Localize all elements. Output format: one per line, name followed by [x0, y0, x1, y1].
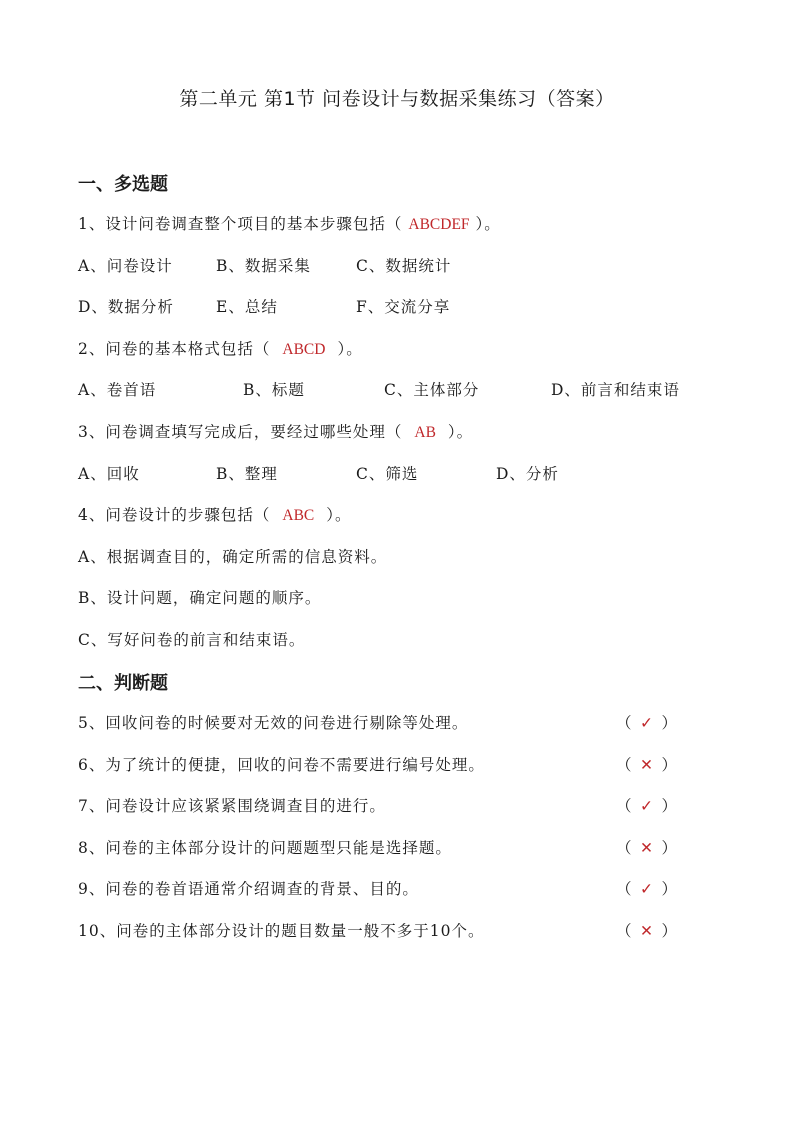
q3-option-d: D、分析: [496, 465, 559, 483]
q4-option-c: C、写好问卷的前言和结束语。: [78, 631, 306, 649]
judge-question-8: 8、问卷的主体部分设计的问题题型只能是选择题。: [78, 839, 452, 857]
q3-option-b: B、整理: [216, 465, 278, 483]
cross-icon: ✕: [640, 756, 654, 774]
q3-option-a: A、回收: [78, 465, 140, 483]
judge-answer-7: （ ✓ ）: [616, 797, 678, 815]
check-icon: ✓: [640, 797, 654, 815]
q1-option-c: C、数据统计: [356, 257, 452, 275]
check-icon: ✓: [640, 714, 654, 732]
judge-question-9: 9、问卷的卷首语通常介绍调查的背景、目的。: [78, 880, 419, 898]
q3-option-c: C、筛选: [356, 465, 419, 483]
cross-icon: ✕: [640, 922, 654, 940]
q1-option-e: E、总结: [216, 298, 278, 316]
question-2: 2、问卷的基本格式包括（ ABCD ）。: [78, 340, 363, 358]
answer-1: ABCDEF: [408, 216, 470, 233]
answer-2: ABCD: [282, 341, 326, 358]
judge-answer-10: （ ✕ ）: [616, 922, 678, 940]
answer-3: AB: [414, 424, 436, 441]
question-1: 1、设计问卷调查整个项目的基本步骤包括（ ABCDEF ）。: [78, 215, 501, 233]
judge-answer-6: （ ✕ ）: [616, 756, 678, 774]
judge-question-10: 10、问卷的主体部分设计的题目数量一般不多于10个。: [78, 922, 485, 940]
q1-option-f: F、交流分享: [356, 298, 451, 316]
section-heading-multiple-choice: 一、多选题: [78, 174, 168, 195]
q1-option-d: D、数据分析: [78, 298, 174, 316]
q2-option-b: B、标题: [243, 381, 305, 399]
q1-option-b: B、数据采集: [216, 257, 311, 275]
check-icon: ✓: [640, 880, 654, 898]
question-3: 3、问卷调查填写完成后，要经过哪些处理（ AB ）。: [78, 423, 474, 441]
judge-question-5: 5、回收问卷的时候要对无效的问卷进行剔除等处理。: [78, 714, 469, 732]
q4-option-b: B、设计问题，确定问题的顺序。: [78, 589, 322, 607]
q2-option-d: D、前言和结束语: [551, 381, 680, 399]
judge-question-7: 7、问卷设计应该紧紧围绕调查目的进行。: [78, 797, 386, 815]
answer-4: ABC: [282, 507, 315, 524]
question-4: 4、问卷设计的步骤包括（ ABC ）。: [78, 506, 352, 524]
q1-option-a: A、问卷设计: [78, 257, 173, 275]
judge-answer-9: （ ✓ ）: [616, 880, 678, 898]
cross-icon: ✕: [640, 839, 654, 857]
q2-option-c: C、主体部分: [384, 381, 480, 399]
judge-question-6: 6、为了统计的便捷，回收的问卷不需要进行编号处理。: [78, 756, 485, 774]
page-title: 第二单元 第1节 问卷设计与数据采集练习（答案）: [179, 88, 615, 110]
q2-option-a: A、卷首语: [78, 381, 157, 399]
judge-answer-5: （ ✓ ）: [616, 714, 678, 732]
section-heading-true-false: 二、判断题: [78, 673, 168, 694]
q4-option-a: A、根据调查目的，确定所需的信息资料。: [78, 548, 388, 566]
judge-answer-8: （ ✕ ）: [616, 839, 678, 857]
